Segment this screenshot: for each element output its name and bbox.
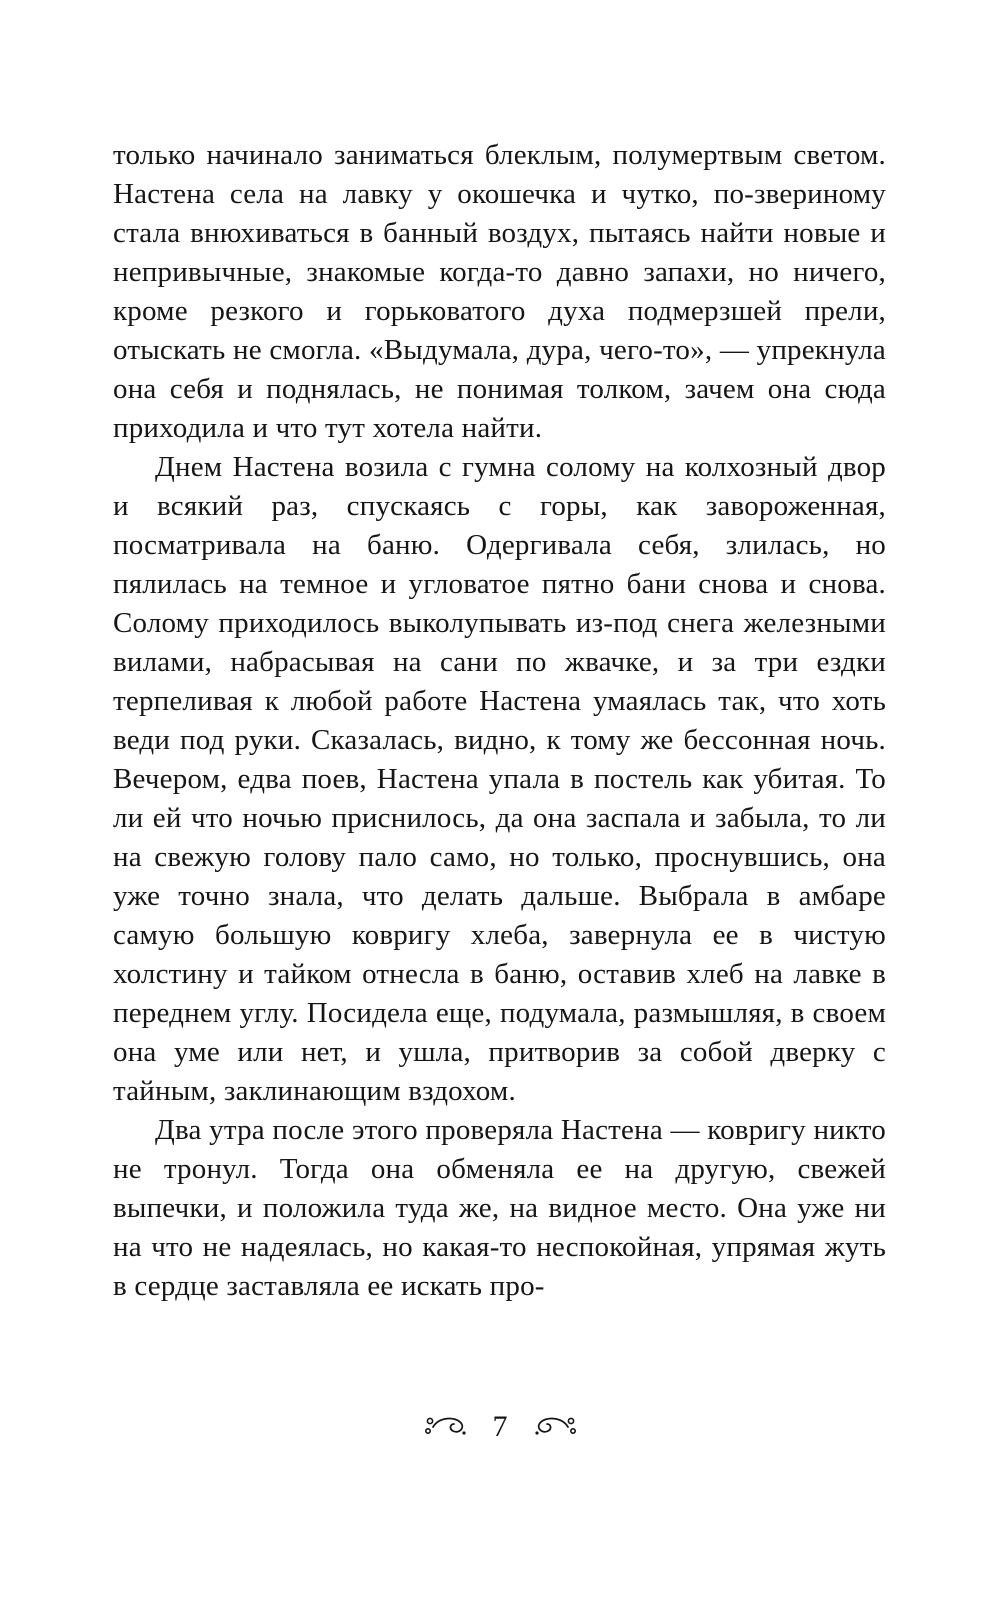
page-text bbox=[113, 136, 886, 1306]
page-number: 7 bbox=[492, 1410, 508, 1443]
left-fleuron-icon bbox=[423, 1414, 469, 1440]
paragraph: только начинало заниматься блеклым, полумертвым светом. Настена села на лавку у окошечка и чутко, по-звериному стала внюхиваться в банный воздух, пытаясь найти новые и непривычные, знакомые когда-то давно запахи, но ничего, кроме резкого и горьковатого духа подмерзшей прели, отыскать не смогла. «Выдумала, дура, чего-то», — упрекнула она себя и поднялась, не понимая толком, зачем она сюда приходила и что тут хотела найти. bbox=[113, 139, 886, 444]
page-footer bbox=[0, 1410, 1000, 1444]
paragraph: Днем Настена возила с гумна солому на колхозный двор и всякий раз, спускаясь с горы, как завороженная, посматривала на баню. Одергивала себя, злилась, но пялилась на темное и угловатое пятно бани снова и снова. Солому приходилось выколупывать из-под снега железными вилами, набрасывая на сани по жвачке, и за три ездки терпеливая к любой работе Настена умаялась так, что хоть веди под руки. Сказалась, видно, к тому же бессонная ночь. Вечером, едва поев, Настена упала в постель как убитая. То ли ей что ночью приснилось, да она заспала и забыла, то ли на свежую голову пало само, но только, проснувшись, она уже точно знала, что делать дальше. Выбрала в амбаре самую большую ковригу хлеба, завернула ее в чистую холстину и тайком отнесла в баню, оставив хлеб на лавке в переднем углу. Посидела еще, подумала, размышляя, в своем она уме или нет, и ушла, притворив за собой дверку с тайным, заклинающим вздохом. bbox=[113, 451, 886, 1107]
paragraph: Два утра после этого проверяла Настена — ковригу никто не тронул. Тогда она обменяла ее на другую, свежей выпечки, и положила туда же, на видное место. Она уже ни на что не надеялась, но какая-то неспокойная, упрямая жуть в сердце заставляла ее искать про- bbox=[113, 1114, 886, 1302]
right-fleuron-icon bbox=[532, 1414, 578, 1440]
